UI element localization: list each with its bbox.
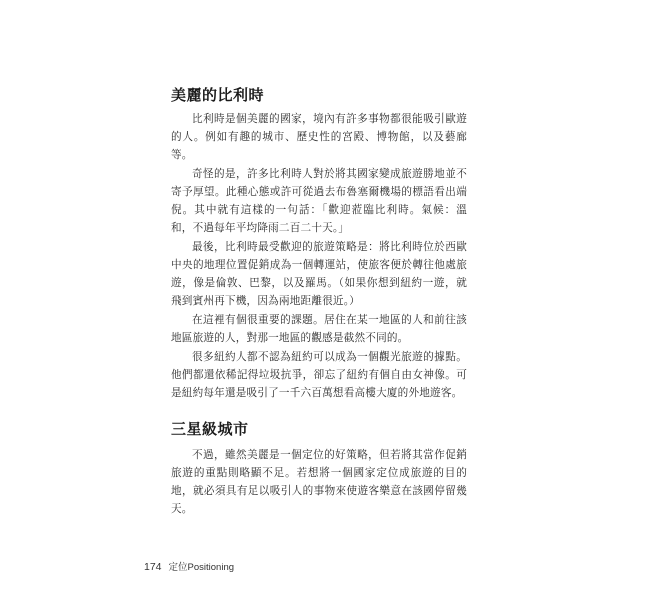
paragraph: 奇怪的是，許多比利時人對於將其國家變成旅遊勝地並不寄予厚望。此種心態或許可從過去布魯塞爾機場的標語看出端倪。其中就有這樣的一句話：「歡迎蒞臨比利時。氣候：溫和，不過每年平均降雨二百二十天。」 (171, 168, 467, 234)
section-title-three-star-city: 三星級城市 (171, 420, 249, 438)
section-body-beautiful-belgium (171, 110, 467, 402)
section-body-three-star-city (171, 446, 467, 518)
paragraph: 很多紐約人都不認為紐約可以成為一個觀光旅遊的據點。他們都還依稀記得垃圾抗爭，卻忘了紐約有個自由女神像。可是紐約每年還是吸引了一千六百萬想看高樓大廈的外地遊客。 (171, 351, 467, 399)
paragraph: 在這裡有個很重要的課題。居住在某一地區的人和前往該地區旅遊的人，對那一地區的觀感是截然不同的。 (171, 314, 467, 344)
section-title-beautiful-belgium: 美麗的比利時 (171, 86, 265, 104)
paragraph: 不過，雖然美麗是一個定位的好策略，但若將其當作促銷旅遊的重點則略顯不足。若想將一個國家定位成旅遊的目的地，就必須具有足以吸引人的事物來使遊客樂意在該國停留幾天。 (171, 449, 467, 515)
running-title: 定位Positioning (168, 562, 235, 573)
page-footer (144, 559, 234, 573)
page-number: 174 (144, 561, 162, 573)
paragraph: 比利時是個美麗的國家，境內有許多事物都很能吸引歐遊的人。例如有趣的城市、歷史性的宮殿、博物館，以及藝廊等。 (171, 113, 467, 161)
paragraph: 最後，比利時最受歡迎的旅遊策略是：將比利時位於西歐中央的地理位置促銷成為一個轉運站，使旅客便於轉往他處旅遊，像是倫敦、巴黎，以及羅馬。（如果你想到紐約一遊，就飛到賓州再下機，因為兩地距離很近。） (171, 241, 467, 307)
